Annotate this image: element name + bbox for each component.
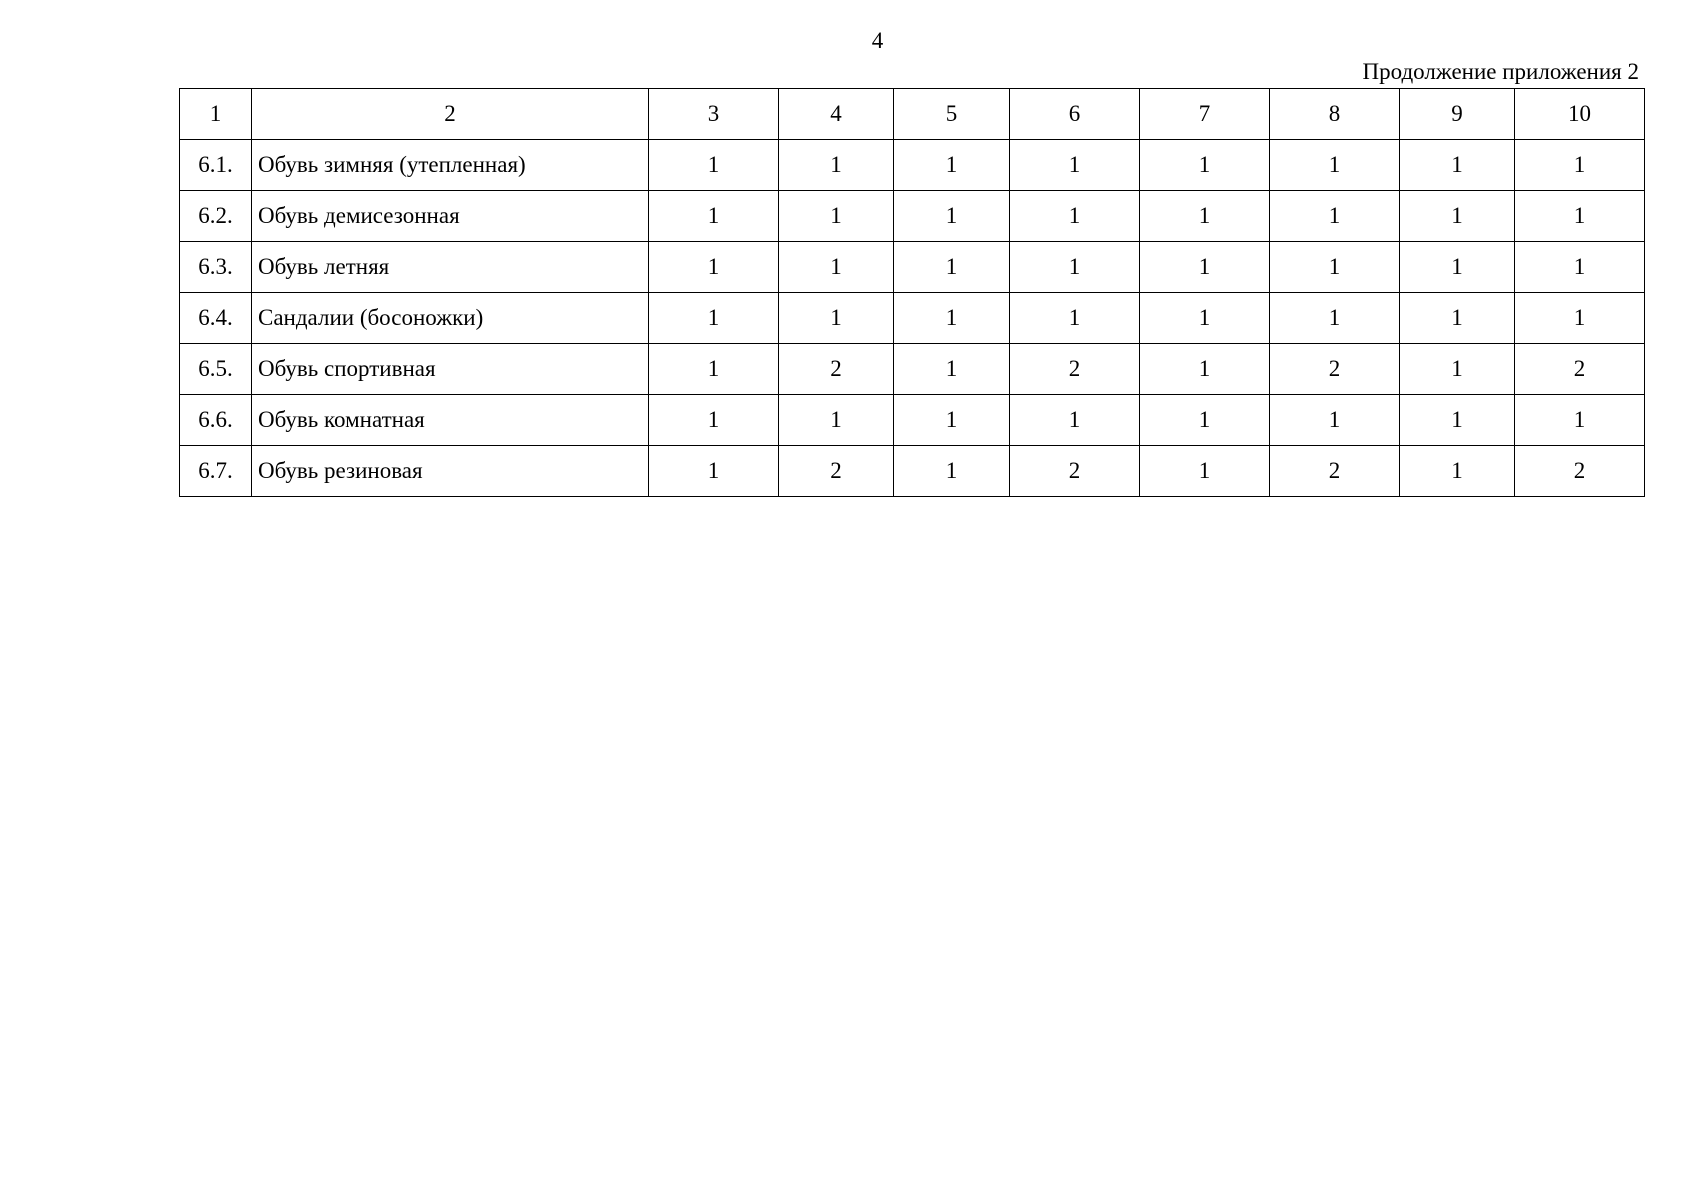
row-value-col-5: 1 (894, 293, 1010, 344)
header-cell: 1 (180, 89, 252, 140)
row-code: 6.3. (180, 242, 252, 293)
header-cell: 3 (649, 89, 779, 140)
table-row (180, 344, 1645, 395)
table-header-row (180, 89, 1645, 140)
table-row (180, 395, 1645, 446)
row-value-col-4: 2 (779, 446, 894, 497)
header-cell: 5 (894, 89, 1010, 140)
row-value-col-4: 1 (779, 242, 894, 293)
row-value-col-6: 1 (1010, 191, 1140, 242)
row-value-col-4: 2 (779, 344, 894, 395)
header-cell: 6 (1010, 89, 1140, 140)
row-value-col-6: 1 (1010, 395, 1140, 446)
row-name: Сандалии (босоножки) (252, 293, 649, 344)
row-value-col-6: 2 (1010, 446, 1140, 497)
table-row (180, 191, 1645, 242)
row-value-col-4: 1 (779, 293, 894, 344)
header-cell: 8 (1270, 89, 1400, 140)
header-cell: 10 (1515, 89, 1645, 140)
row-value-col-8: 1 (1270, 191, 1400, 242)
row-value-col-9: 1 (1400, 344, 1515, 395)
row-value-col-4: 1 (779, 140, 894, 191)
row-value-col-10: 2 (1515, 344, 1645, 395)
row-value-col-10: 1 (1515, 293, 1645, 344)
row-value-col-9: 1 (1400, 293, 1515, 344)
row-value-col-3: 1 (649, 446, 779, 497)
row-value-col-10: 1 (1515, 242, 1645, 293)
row-value-col-10: 1 (1515, 140, 1645, 191)
appendix-table (179, 88, 1645, 497)
row-value-col-8: 1 (1270, 395, 1400, 446)
row-value-col-6: 1 (1010, 293, 1140, 344)
row-value-col-8: 2 (1270, 344, 1400, 395)
row-value-col-7: 1 (1140, 446, 1270, 497)
row-value-col-7: 1 (1140, 344, 1270, 395)
row-value-col-9: 1 (1400, 191, 1515, 242)
row-name: Обувь летняя (252, 242, 649, 293)
row-code: 6.2. (180, 191, 252, 242)
row-value-col-7: 1 (1140, 395, 1270, 446)
row-value-col-3: 1 (649, 293, 779, 344)
row-value-col-5: 1 (894, 395, 1010, 446)
row-value-col-5: 1 (894, 242, 1010, 293)
table-row (180, 140, 1645, 191)
row-name: Обувь резиновая (252, 446, 649, 497)
row-value-col-7: 1 (1140, 242, 1270, 293)
row-code: 6.5. (180, 344, 252, 395)
row-value-col-6: 1 (1010, 140, 1140, 191)
row-value-col-8: 1 (1270, 140, 1400, 191)
header-cell: 4 (779, 89, 894, 140)
row-value-col-7: 1 (1140, 191, 1270, 242)
row-value-col-10: 1 (1515, 191, 1645, 242)
row-value-col-10: 1 (1515, 395, 1645, 446)
row-value-col-5: 1 (894, 191, 1010, 242)
row-value-col-8: 1 (1270, 242, 1400, 293)
row-value-col-6: 2 (1010, 344, 1140, 395)
row-value-col-5: 1 (894, 344, 1010, 395)
continuation-label: Продолжение приложения 2 (1362, 59, 1639, 84)
row-value-col-6: 1 (1010, 242, 1140, 293)
row-value-col-7: 1 (1140, 140, 1270, 191)
header-cell: 7 (1140, 89, 1270, 140)
page-number: 4 (871, 28, 884, 53)
row-value-col-3: 1 (649, 191, 779, 242)
row-value-col-3: 1 (649, 242, 779, 293)
table-row (180, 293, 1645, 344)
row-value-col-10: 2 (1515, 446, 1645, 497)
row-value-col-3: 1 (649, 140, 779, 191)
row-name: Обувь зимняя (утепленная) (252, 140, 649, 191)
header-cell: 9 (1400, 89, 1515, 140)
row-value-col-9: 1 (1400, 446, 1515, 497)
row-value-col-5: 1 (894, 446, 1010, 497)
row-value-col-8: 1 (1270, 293, 1400, 344)
row-value-col-4: 1 (779, 191, 894, 242)
row-value-col-7: 1 (1140, 293, 1270, 344)
row-code: 6.6. (180, 395, 252, 446)
row-name: Обувь демисезонная (252, 191, 649, 242)
row-value-col-3: 1 (649, 344, 779, 395)
row-value-col-4: 1 (779, 395, 894, 446)
table-row (180, 446, 1645, 497)
row-value-col-9: 1 (1400, 242, 1515, 293)
table-row (180, 242, 1645, 293)
row-value-col-8: 2 (1270, 446, 1400, 497)
row-code: 6.7. (180, 446, 252, 497)
row-name: Обувь комнатная (252, 395, 649, 446)
row-code: 6.4. (180, 293, 252, 344)
row-code: 6.1. (180, 140, 252, 191)
row-value-col-9: 1 (1400, 395, 1515, 446)
header-cell: 2 (252, 89, 649, 140)
row-value-col-3: 1 (649, 395, 779, 446)
row-name: Обувь спортивная (252, 344, 649, 395)
table-body (180, 89, 1645, 497)
row-value-col-9: 1 (1400, 140, 1515, 191)
row-value-col-5: 1 (894, 140, 1010, 191)
